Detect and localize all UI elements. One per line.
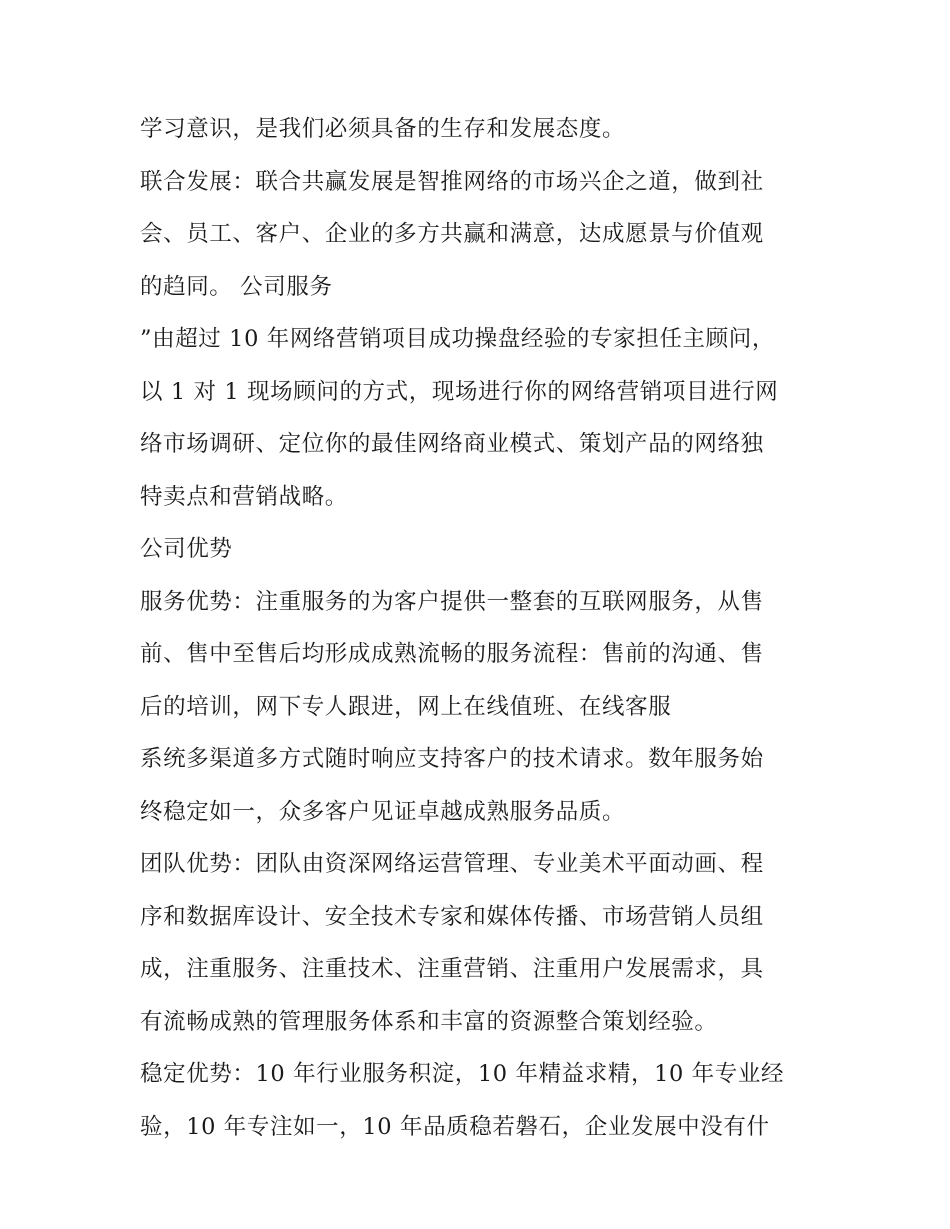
text-line: 成，注重服务、注重技术、注重营销、注重用户发展需求，具	[140, 956, 764, 982]
text-line: 团队优势：团队由资深网络运营管理、专业美术平面动画、程	[140, 851, 764, 877]
text-line: 序和数据库设计、安全技术专家和媒体传播、市场营销人员组	[140, 903, 764, 930]
text-line: 系统多渠道多方式随时响应支持客户的技术请求。数年服务始	[140, 746, 764, 772]
section-heading: 公司优势	[140, 536, 233, 562]
text-line: 终稳定如一，众多客户见证卓越成熟服务品质。	[140, 798, 626, 825]
text-line: ”由超过 10 年网络营销项目成功操盘经验的专家担任主顾问，	[140, 326, 775, 352]
text-line: 学习意识，是我们必须具备的生存和发展态度。	[140, 116, 626, 142]
text-line: 前、售中至售后均形成成熟流畅的服务流程：售前的沟通、售	[140, 641, 764, 667]
text-line: 稳定优势：10 年行业服务积淀，10 年精益求精，10 年专业经	[140, 1061, 785, 1087]
text-line: 以 1 对 1 现场顾问的方式，现场进行你的网络营销项目进行网	[140, 378, 779, 405]
text-line: 的趋同。 公司服务	[140, 273, 333, 300]
document-body	[140, 103, 820, 1153]
text-line: 有流畅成熟的管理服务体系和丰富的资源整合策划经验。	[140, 1008, 718, 1035]
text-line: 联合发展：联合共赢发展是智推网络的市场兴企之道，做到社	[140, 168, 764, 195]
text-line: 服务优势：注重服务的为客户提供一整套的互联网服务，从售	[140, 588, 764, 615]
text-line: 特卖点和营销战略。	[140, 483, 348, 510]
text-line: 络市场调研、定位你的最佳网络商业模式、策划产品的网络独	[140, 431, 764, 457]
text-line: 后的培训，网下专人跟进，网上在线值班、在线客服	[140, 693, 672, 720]
text-line: 会、员工、客户、企业的多方共赢和满意，达成愿景与价值观	[140, 221, 764, 247]
text-line: 验，10 年专注如一，10 年品质稳若磐石，企业发展中没有什	[140, 1113, 770, 1140]
